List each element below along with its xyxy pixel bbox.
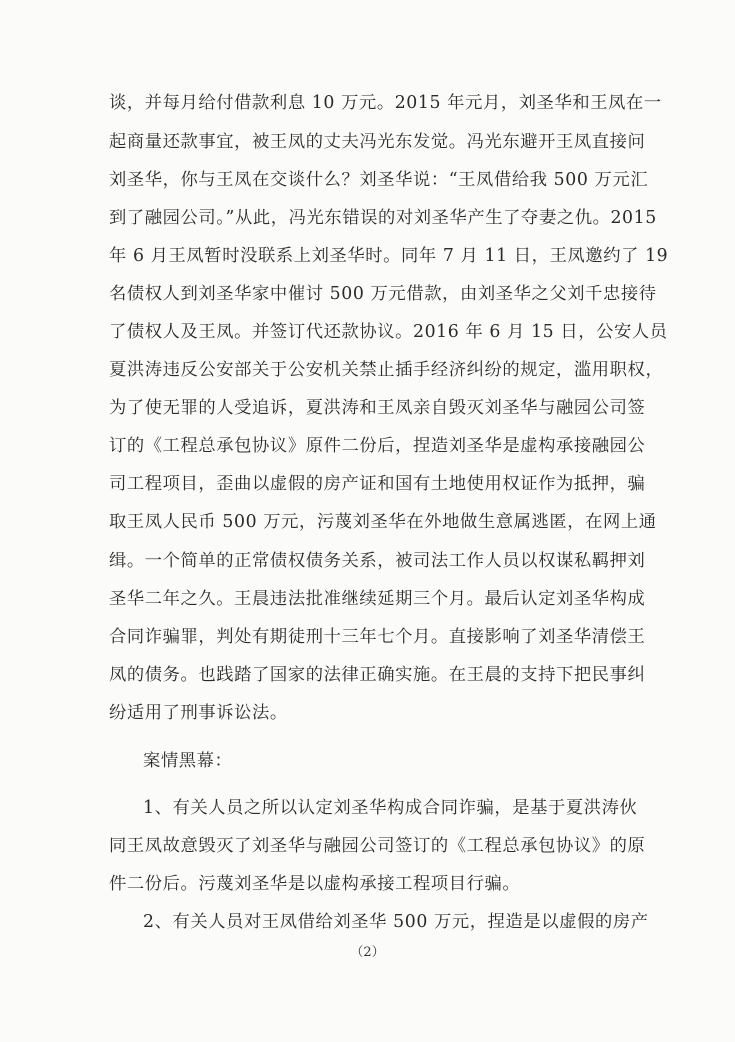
paragraph-1-line-5: 年 6 月王凤暂时没联系上刘圣华时。同年 7 月 11 日，王凤邀约了 19 (109, 246, 669, 266)
paragraph-1-line-1: 谈，并每月给付借款利息 10 万元。2015 年元月，刘圣华和王凤在一 (109, 93, 662, 113)
paragraph-1-line-7: 了债权人及王凤。并签订代还款协议。2016 年 6 月 15 日，公安人员 (109, 322, 668, 342)
item-1-line-3: 件二份后。污蔑刘圣华是以虚构承接工程项目行骗。 (109, 874, 521, 894)
paragraph-1-line-15: 合同诈骗罪，判处有期徒刑十三年七个月。直接影响了刘圣华清偿王 (109, 627, 646, 647)
paragraph-1-line-2: 起商量还款事宜，被王凤的丈夫冯光东发觉。冯光东避开王凤直接问 (109, 132, 646, 152)
paragraph-1-line-16: 凤的债务。也践踏了国家的法律正确实施。在王晨的支持下把民事纠 (109, 665, 646, 685)
page-number: （2） (350, 945, 385, 960)
paragraph-1-line-3: 刘圣华，你与王凤在交谈什么？刘圣华说：“王凤借给我 500 万元汇 (109, 170, 649, 190)
section-heading: 案情黑幕： (143, 751, 233, 771)
paragraph-1-line-6: 名债权人到刘圣华家中催讨 500 万元借款，由刘圣华之父刘千忠接待 (109, 284, 657, 304)
paragraph-1-line-12: 取王凤人民币 500 万元，污蔑刘圣华在外地做生意属逃匿，在网上通 (109, 512, 657, 532)
paragraph-1-line-13: 缉。一个简单的正常债权债务关系，被司法工作人员以权谋私羁押刘 (109, 551, 646, 571)
paragraph-1-line-17: 纷适用了刑事诉讼法。 (109, 703, 288, 723)
paragraph-1-line-4: 到了融园公司。”从此，冯光东错误的对刘圣华产生了夺妻之仇。2015 (109, 208, 657, 228)
paragraph-1-line-9: 为了使无罪的人受追诉，夏洪涛和王凤亲自毁灭刘圣华与融园公司签 (109, 398, 646, 418)
item-2-line-1: 2、有关人员对王凤借给刘圣华 500 万元，捏造是以虚假的房产 (143, 912, 649, 932)
paragraph-1-line-11: 司工程项目，歪曲以虚假的房产证和国有土地使用权证作为抵押，骗 (109, 474, 646, 494)
paragraph-1-line-8: 夏洪涛违反公安部关于公安机关禁止插手经济纠纷的规定，滥用职权， (109, 360, 664, 380)
item-1-line-1: 1、有关人员之所以认定刘圣华构成合同诈骗，是基于夏洪涛伙 (143, 798, 638, 818)
item-1-line-2: 同王凤故意毁灭了刘圣华与融园公司签订的《工程总承包协议》的原 (109, 836, 646, 856)
paragraph-1-line-10: 订的《工程总承包协议》原件二份后，捏造刘圣华是虚构承接融园公 (109, 436, 646, 456)
paragraph-1-line-14: 圣华二年之久。王晨违法批准继续延期三个月。最后认定刘圣华构成 (109, 589, 646, 609)
